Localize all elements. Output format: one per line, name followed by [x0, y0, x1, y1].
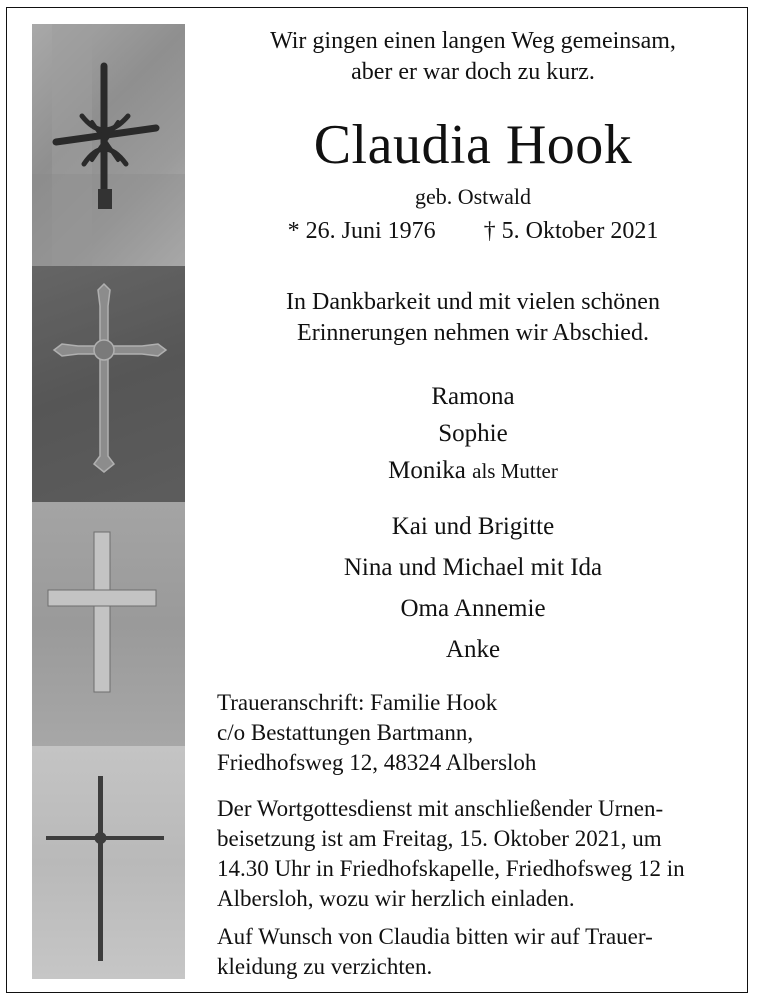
mourner-name: Sophie — [438, 420, 508, 447]
stone-cross-photo — [32, 502, 185, 746]
mourner-name: Ramona — [431, 383, 515, 410]
service-info — [217, 794, 737, 914]
motto — [210, 26, 736, 88]
death-date: † 5. Oktober 2021 — [483, 218, 659, 244]
service-line: 14.30 Uhr in Friedhofskapelle, Friedhofsweg 12 in — [217, 856, 685, 881]
farewell-line: Erinnerungen nehmen wir Abschied. — [297, 320, 649, 346]
mourner-name: Oma Annemie — [400, 595, 546, 622]
mourner-name: Anke — [445, 636, 501, 663]
mourner-name: Monika — [388, 457, 466, 484]
birth-name: geb. Ostwald — [414, 184, 532, 209]
address-line: c/o Bestattungen Bartmann, — [217, 720, 474, 745]
service-line: beisetzung ist am Freitag, 15. Oktober 2021, um — [217, 826, 662, 851]
motto-line: aber er war doch zu kurz. — [351, 59, 595, 85]
cross-photo-strip — [32, 24, 185, 979]
mourner-with-relation — [210, 452, 736, 490]
mourner-name: Nina und Michael mit Ida — [343, 554, 603, 581]
life-dates — [210, 218, 736, 245]
ornate-cross-photo — [32, 266, 185, 502]
service-line: Der Wortgottesdienst mit anschließender Urnen- — [217, 796, 664, 821]
address-line: Friedhofsweg 12, 48324 Albersloh — [217, 750, 537, 775]
dress-request — [217, 922, 737, 982]
iron-cross-photo — [32, 24, 185, 266]
mourner-name: Kai und Brigitte — [391, 513, 555, 540]
granite-cross-photo — [32, 746, 185, 979]
request-line: Auf Wunsch von Claudia bitten wir auf Trauer- — [217, 924, 653, 949]
mourning-address — [217, 688, 737, 778]
motto-line: Wir gingen einen langen Weg gemeinsam, — [270, 28, 676, 54]
mourners-close — [210, 378, 736, 490]
request-line: kleidung zu verzichten. — [217, 954, 433, 979]
address-line: Traueranschrift: Familie Hook — [217, 690, 498, 715]
mourners-extended — [210, 506, 736, 670]
farewell-text — [210, 287, 736, 349]
farewell-line: In Dankbarkeit und mit vielen schönen — [286, 289, 660, 315]
birth-date: * 26. Juni 1976 — [287, 218, 436, 244]
service-line: Albersloh, wozu wir herzlich einladen. — [217, 886, 575, 911]
mourner-relation: als Mutter — [472, 459, 558, 483]
deceased-name: Claudia Hook — [313, 114, 633, 176]
